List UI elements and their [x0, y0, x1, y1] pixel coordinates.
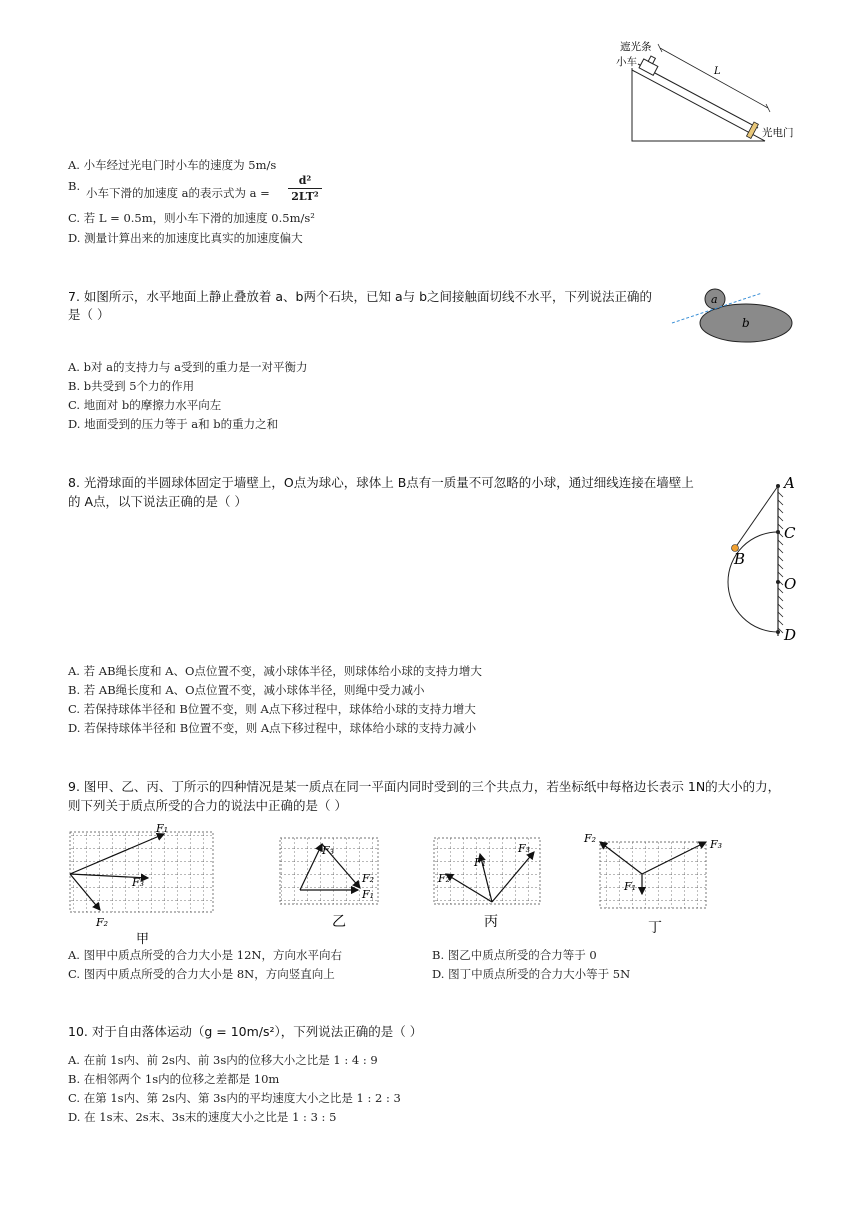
- q10-stem: 10. 对于自由落体运动（g = 10m/s²），下列说法正确的是（ ）: [68, 1024, 423, 1039]
- q9-caption-bing: 丙: [484, 914, 498, 930]
- q6-label-L: L: [714, 66, 721, 77]
- q6-label-strip: 遮光条: [620, 41, 652, 53]
- q8-stem-line1: 8. 光滑球面的半圆球体固定于墙壁上，O点为球心，球体上 B点有一质量不可忽略的小球，通过细线连接在墙壁上: [68, 475, 694, 490]
- q9-yi-F2: F₂: [362, 872, 375, 885]
- q7-option-c[interactable]: C. 地面对 b的摩擦力水平向左: [68, 398, 222, 412]
- q10-option-b[interactable]: B. 在相邻两个 1s内的位移之差都是 10m: [68, 1072, 280, 1086]
- q7-label-b: b: [742, 316, 750, 330]
- q9-jia-F2: F₂: [96, 916, 109, 929]
- q9-ding-F3: F₃: [710, 838, 723, 851]
- q9-ding-F1: F₁: [624, 880, 637, 893]
- q9-yi-F3: F₃: [322, 844, 335, 857]
- q9-ding-F2: F₂: [584, 832, 597, 845]
- q9-bing-F3: F₃: [518, 842, 531, 855]
- q9-option-c[interactable]: C. 图丙中质点所受的合力大小是 8N，方向竖直向上: [68, 967, 335, 981]
- q9-option-b[interactable]: B. 图乙中质点所受的合力等于 0: [432, 948, 597, 962]
- q8-label-C: C: [784, 524, 796, 542]
- q7-stones-figure: [668, 283, 808, 345]
- q9-option-d[interactable]: D. 图丁中质点所受的合力大小等于 5N: [432, 967, 631, 981]
- q7-option-d[interactable]: D. 地面受到的压力等于 a和 b的重力之和: [68, 417, 279, 431]
- q9-caption-ding: 丁: [648, 920, 662, 936]
- q6-option-b-label[interactable]: B.: [68, 179, 81, 193]
- q6-fraction: [288, 174, 322, 203]
- q7-option-a[interactable]: A. b对 a的支持力与 a受到的重力是一对平衡力: [68, 360, 308, 374]
- q6-label-cart: 小车: [616, 56, 637, 68]
- q9-bing-F1: F₁: [474, 856, 487, 869]
- q6-frac-num: d²: [298, 174, 312, 187]
- q8-option-c[interactable]: C. 若保持球体半径和 B位置不变，则 A点下移过程中，球体给小球的支持力增大: [68, 702, 476, 716]
- q9-diagram-bing: [434, 838, 540, 930]
- q8-option-b[interactable]: B. 若 AB绳长度和 A、O点位置不变，减小球体半径，则绳中受力减小: [68, 683, 425, 697]
- q9-option-a[interactable]: A. 图甲中质点所受的合力大小是 12N，方向水平向右: [68, 948, 342, 962]
- q9-jia-F3: F₃: [132, 876, 145, 889]
- q8-option-d[interactable]: D. 若保持球体半径和 B位置不变，则 A点下移过程中，球体给小球的支持力减小: [68, 721, 477, 735]
- q7-stem-line1: 7. 如图所示，水平地面上静止叠放着 a、b两个石块，已知 a与 b之间接触面切线不水平，下列说法正确的: [68, 289, 653, 304]
- q7-option-b[interactable]: B. b共受到 5个力的作用: [68, 379, 195, 393]
- q6-incline-figure: [600, 38, 810, 148]
- q6-option-d[interactable]: D. 测量计算出来的加速度比真实的加速度偏大: [68, 231, 303, 245]
- q9-bing-F2: F₂: [438, 872, 451, 885]
- q6-option-a[interactable]: A. 小车经过光电门时小车的速度为 5m/s: [68, 158, 277, 172]
- q10-option-d[interactable]: D. 在 1s末、2s末、3s末的速度大小之比是 1 : 3 : 5: [68, 1110, 337, 1124]
- q8-label-B: B: [734, 550, 746, 568]
- q6-label-gate: 光电门: [762, 127, 794, 139]
- q8-stem-line2: 的 A点，以下说法正确的是（ ）: [68, 494, 247, 509]
- q9-yi-F1: F₁: [362, 888, 375, 901]
- q6-frac-den: 2LT²: [291, 190, 319, 203]
- q10-option-c[interactable]: C. 在第 1s内、第 2s内、第 3s内的平均速度大小之比是 1 : 2 : 3: [68, 1091, 401, 1105]
- q9-stem-line2: 则下列关于质点所受的合力的说法中正确的是（ ）: [68, 798, 347, 813]
- q9-diagram-yi: [280, 838, 378, 930]
- q8-label-O: O: [784, 575, 797, 593]
- q9-caption-yi: 乙: [332, 914, 346, 930]
- q9-caption-jia: 甲: [136, 932, 150, 947]
- q9-force-diagrams: [60, 822, 760, 947]
- q8-option-a[interactable]: A. 若 AB绳长度和 A、O点位置不变，减小球体半径，则球体给小球的支持力增大: [68, 664, 482, 678]
- q6-option-c[interactable]: C. 若 L = 0.5m，则小车下滑的加速度 0.5m/s²: [68, 211, 315, 225]
- q9-diagram-jia: [70, 822, 213, 947]
- q8-label-D: D: [784, 626, 797, 644]
- q8-hemisphere-figure: [710, 470, 810, 650]
- q10-option-a[interactable]: A. 在前 1s内、前 2s内、前 3s内的位移大小之比是 1 : 4 : 9: [68, 1053, 378, 1067]
- q9-jia-F1: F₁: [156, 822, 169, 835]
- q6-option-b[interactable]: 小车下滑的加速度 a的表示式为 a =: [86, 186, 270, 200]
- q7-label-a: a: [711, 293, 718, 306]
- q7-stem-line2: 是（ ）: [68, 307, 110, 322]
- q9-stem-line1: 9. 图甲、乙、丙、丁所示的四种情况是某一质点在同一平面内同时受到的三个共点力，若坐标纸中每格边长表示 1N的大小的力，: [68, 779, 781, 794]
- q9-diagram-ding: [583, 832, 722, 936]
- q8-label-A: A: [784, 474, 795, 492]
